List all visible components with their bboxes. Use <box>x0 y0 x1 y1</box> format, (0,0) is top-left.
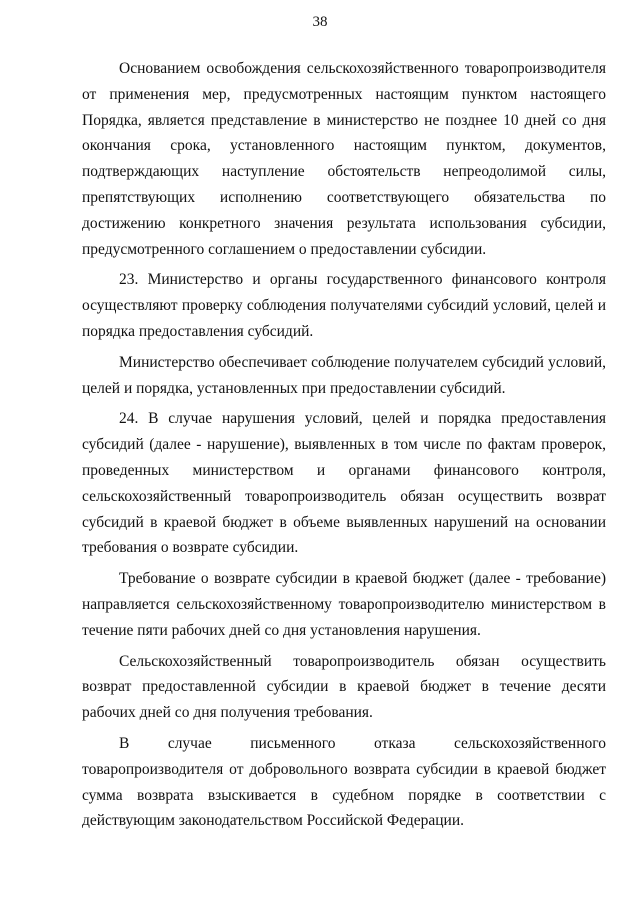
paragraph-refund-deadline: Сельскохозяйственный товаропроизводитель обязан осуществить возврат предоставленной субсидии в краевой бюджет в течение десяти рабочих дней со дня получения требования. <box>82 652 606 722</box>
document-body <box>82 56 606 839</box>
paragraph-refund-demand: Требование о возврате субсидии в краевой бюджет (далее - требование) направляется сельскохозяйственному товаропроизводителю министерством в течение пяти рабочих дней со дня установления нарушения. <box>82 570 606 639</box>
paragraph-24-violation: 24. В случае нарушения условий, целей и порядка предоставления субсидий (далее - нарушение), выявленных в том числе по фактам проверок, проведенных министерством и органами финансового контроля, сельскохозяйственный товаропроизводитель обязан осуществить возврат субсидий в краевой бюджет в объеме выявленных нарушений на основании требования о возврате субсидии. <box>82 410 606 557</box>
page-number: 38 <box>312 14 328 30</box>
paragraph-23-control: 23. Министерство и органы государственного финансового контроля осуществляют проверку соблюдения получателями субсидий условий, целей и порядка предоставления субсидий. <box>82 271 606 340</box>
paragraph-court-recovery: В случае письменного отказа сельскохозяйственного товаропроизводителя от добровольного возврата субсидии в краевой бюджет сумма возврата взыскивается в судебном порядке в соответствии с действующим законодательством Российской Федерации. <box>82 734 606 830</box>
paragraph-ministry-compliance: Министерство обеспечивает соблюдение получателем субсидий условий, целей и порядка, установленных при предоставлении субсидий. <box>82 353 606 397</box>
paragraph-exemption-grounds: Основанием освобождения сельскохозяйственного товаропроизводителя от применения мер, предусмотренных настоящим пунктом настоящего Порядка, является представление в министерство не позднее 10 дней со дня окончания срока, установленного настоящим пунктом, документов, подтверждающих наступление обстоятельств непреодолимой силы, препятствующих исполнению соответствующего обязательства по достижению конкретного значения результата использования субсидии, предусмотренного соглашением о предоставлении субсидии. <box>82 60 606 258</box>
